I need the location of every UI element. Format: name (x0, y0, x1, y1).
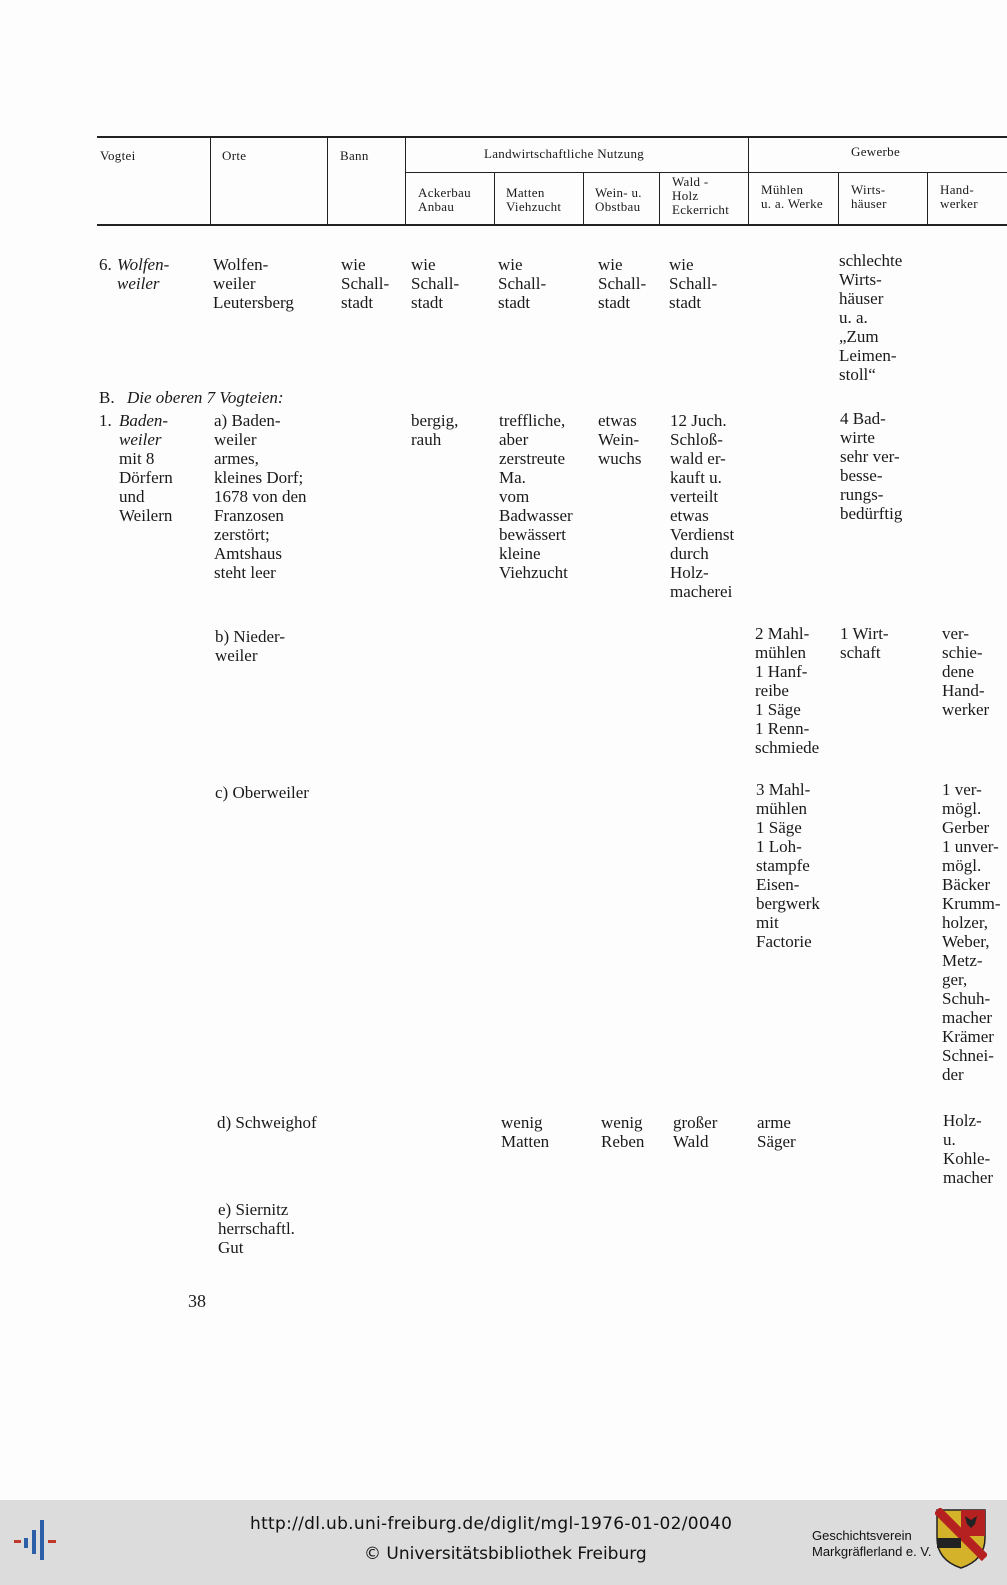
row6-vogtei: Wolfen- weiler (117, 255, 170, 293)
row1c-hand: 1 ver- mögl. Gerber 1 unver- mögl. Bäcker Krumm- holzer, Weber, Metz- ger, Schuh- macher Krämer Schnei- der (942, 780, 1001, 1084)
header-gewerbe: Gewerbe (851, 144, 901, 159)
header-muehlen: Mühlen u. a. Werke (761, 182, 823, 211)
row1d-orte: d) Schweighof (217, 1113, 317, 1132)
col-divider (838, 173, 839, 225)
row6-wald: wie Schall- stadt (669, 255, 718, 312)
row6-orte: Wolfen- weiler Leutersberg (213, 255, 294, 312)
col-divider (659, 173, 660, 225)
row1a-wald: 12 Juch. Schloß- wald er- kauft u. verteilt etwas Verdienst durch Holz- macherei (670, 411, 735, 601)
row1c-orte: c) Oberweiler (215, 783, 309, 802)
row1c-muehlen: 3 Mahl- mühlen 1 Säge 1 Loh- stampfe Eisen- bergwerk mit Factorie (756, 780, 820, 951)
row6-wirts: schlechte Wirts- häuser u. a. „Zum Leimen- stoll“ (839, 251, 903, 384)
row1-vogtei-detail: mit 8 Dörfern und Weilern (119, 449, 173, 525)
row6-wein: wie Schall- stadt (598, 255, 647, 312)
col-divider (327, 137, 328, 225)
row1b-orte: b) Nieder- weiler (215, 627, 285, 665)
table-top-rule (97, 136, 1007, 138)
footer-copyright: © Universitätsbibliothek Freiburg (364, 1544, 647, 1564)
header-bann: Bann (340, 148, 369, 163)
row1a-matten: treffliche, aber zerstreute Ma. vom Badwasser bewässert kleine Viehzucht (499, 411, 573, 582)
header-ackerbau: Ackerbau Anbau (418, 185, 471, 214)
header-landwirtschaft: Landwirtschaftliche Nutzung (484, 146, 645, 161)
footer-url[interactable]: http://dl.ub.uni-freiburg.de/diglit/mgl-1976-01-02/0040 (250, 1514, 733, 1534)
row6-matten: wie Schall- stadt (498, 255, 547, 312)
page-number: 38 (188, 1291, 206, 1311)
col-divider (927, 173, 928, 225)
markgraeflerland-crest-icon (935, 1508, 987, 1570)
row1d-muehlen: arme Säger (757, 1113, 796, 1151)
header-wein: Wein- u. Obstbau (595, 185, 642, 214)
header-wirts: Wirts- häuser (851, 182, 887, 211)
row1a-wirts: 4 Bad- wirte sehr ver- besse- rungs- bedürftig (840, 409, 903, 523)
row1b-hand: ver- schie- dene Hand- werker (942, 624, 990, 719)
row1d-matten: wenig Matten (501, 1113, 550, 1151)
footer-society-name: Geschichtsverein Markgräflerland e. V. (812, 1528, 932, 1559)
col-divider (494, 173, 495, 225)
row6-bann: wie Schall- stadt (341, 255, 390, 312)
row1d-wald: großer Wald (673, 1113, 718, 1151)
col-divider (748, 137, 749, 225)
row1-number: 1. (99, 411, 112, 430)
col-divider (583, 173, 584, 225)
row1b-muehlen: 2 Mahl- mühlen 1 Hanf- reibe 1 Säge 1 Renn- schmiede (755, 624, 820, 757)
row1a-orte: a) Baden- weiler armes, kleines Dorf; 1678 von den Franzosen zerstört; Amtshaus steht leer (214, 411, 307, 582)
header-wald: Wald - Holz Eckerricht (672, 174, 730, 217)
footer-bar (0, 1500, 1007, 1585)
col-divider (405, 137, 406, 225)
row6-number: 6. (99, 255, 112, 274)
row1-vogtei-name: Baden- weiler (119, 411, 169, 449)
section-b-title: Die oberen 7 Vogteien: (127, 388, 284, 407)
header-matten: Matten Viehzucht (506, 185, 562, 214)
row1b-wirts: 1 Wirt- schaft (840, 624, 889, 662)
col-divider (210, 137, 211, 225)
table-header-bottom-rule (97, 224, 1007, 226)
header-orte: Orte (222, 148, 247, 163)
section-b-prefix: B. (99, 388, 115, 407)
header-hand: Hand- werker (940, 182, 978, 211)
row1d-hand: Holz- u. Kohle- macher (943, 1111, 994, 1187)
row6-ackerbau: wie Schall- stadt (411, 255, 460, 312)
ub-freiburg-logo-icon (14, 1516, 62, 1564)
subheader-rule (406, 172, 1007, 173)
row1a-ackerbau: bergig, rauh (411, 411, 459, 449)
header-vogtei: Vogtei (100, 148, 136, 163)
row1d-wein: wenig Reben (601, 1113, 645, 1151)
row1e-orte: e) Siernitz herrschaftl. Gut (218, 1200, 295, 1257)
row1a-wein: etwas Wein- wuchs (598, 411, 642, 468)
